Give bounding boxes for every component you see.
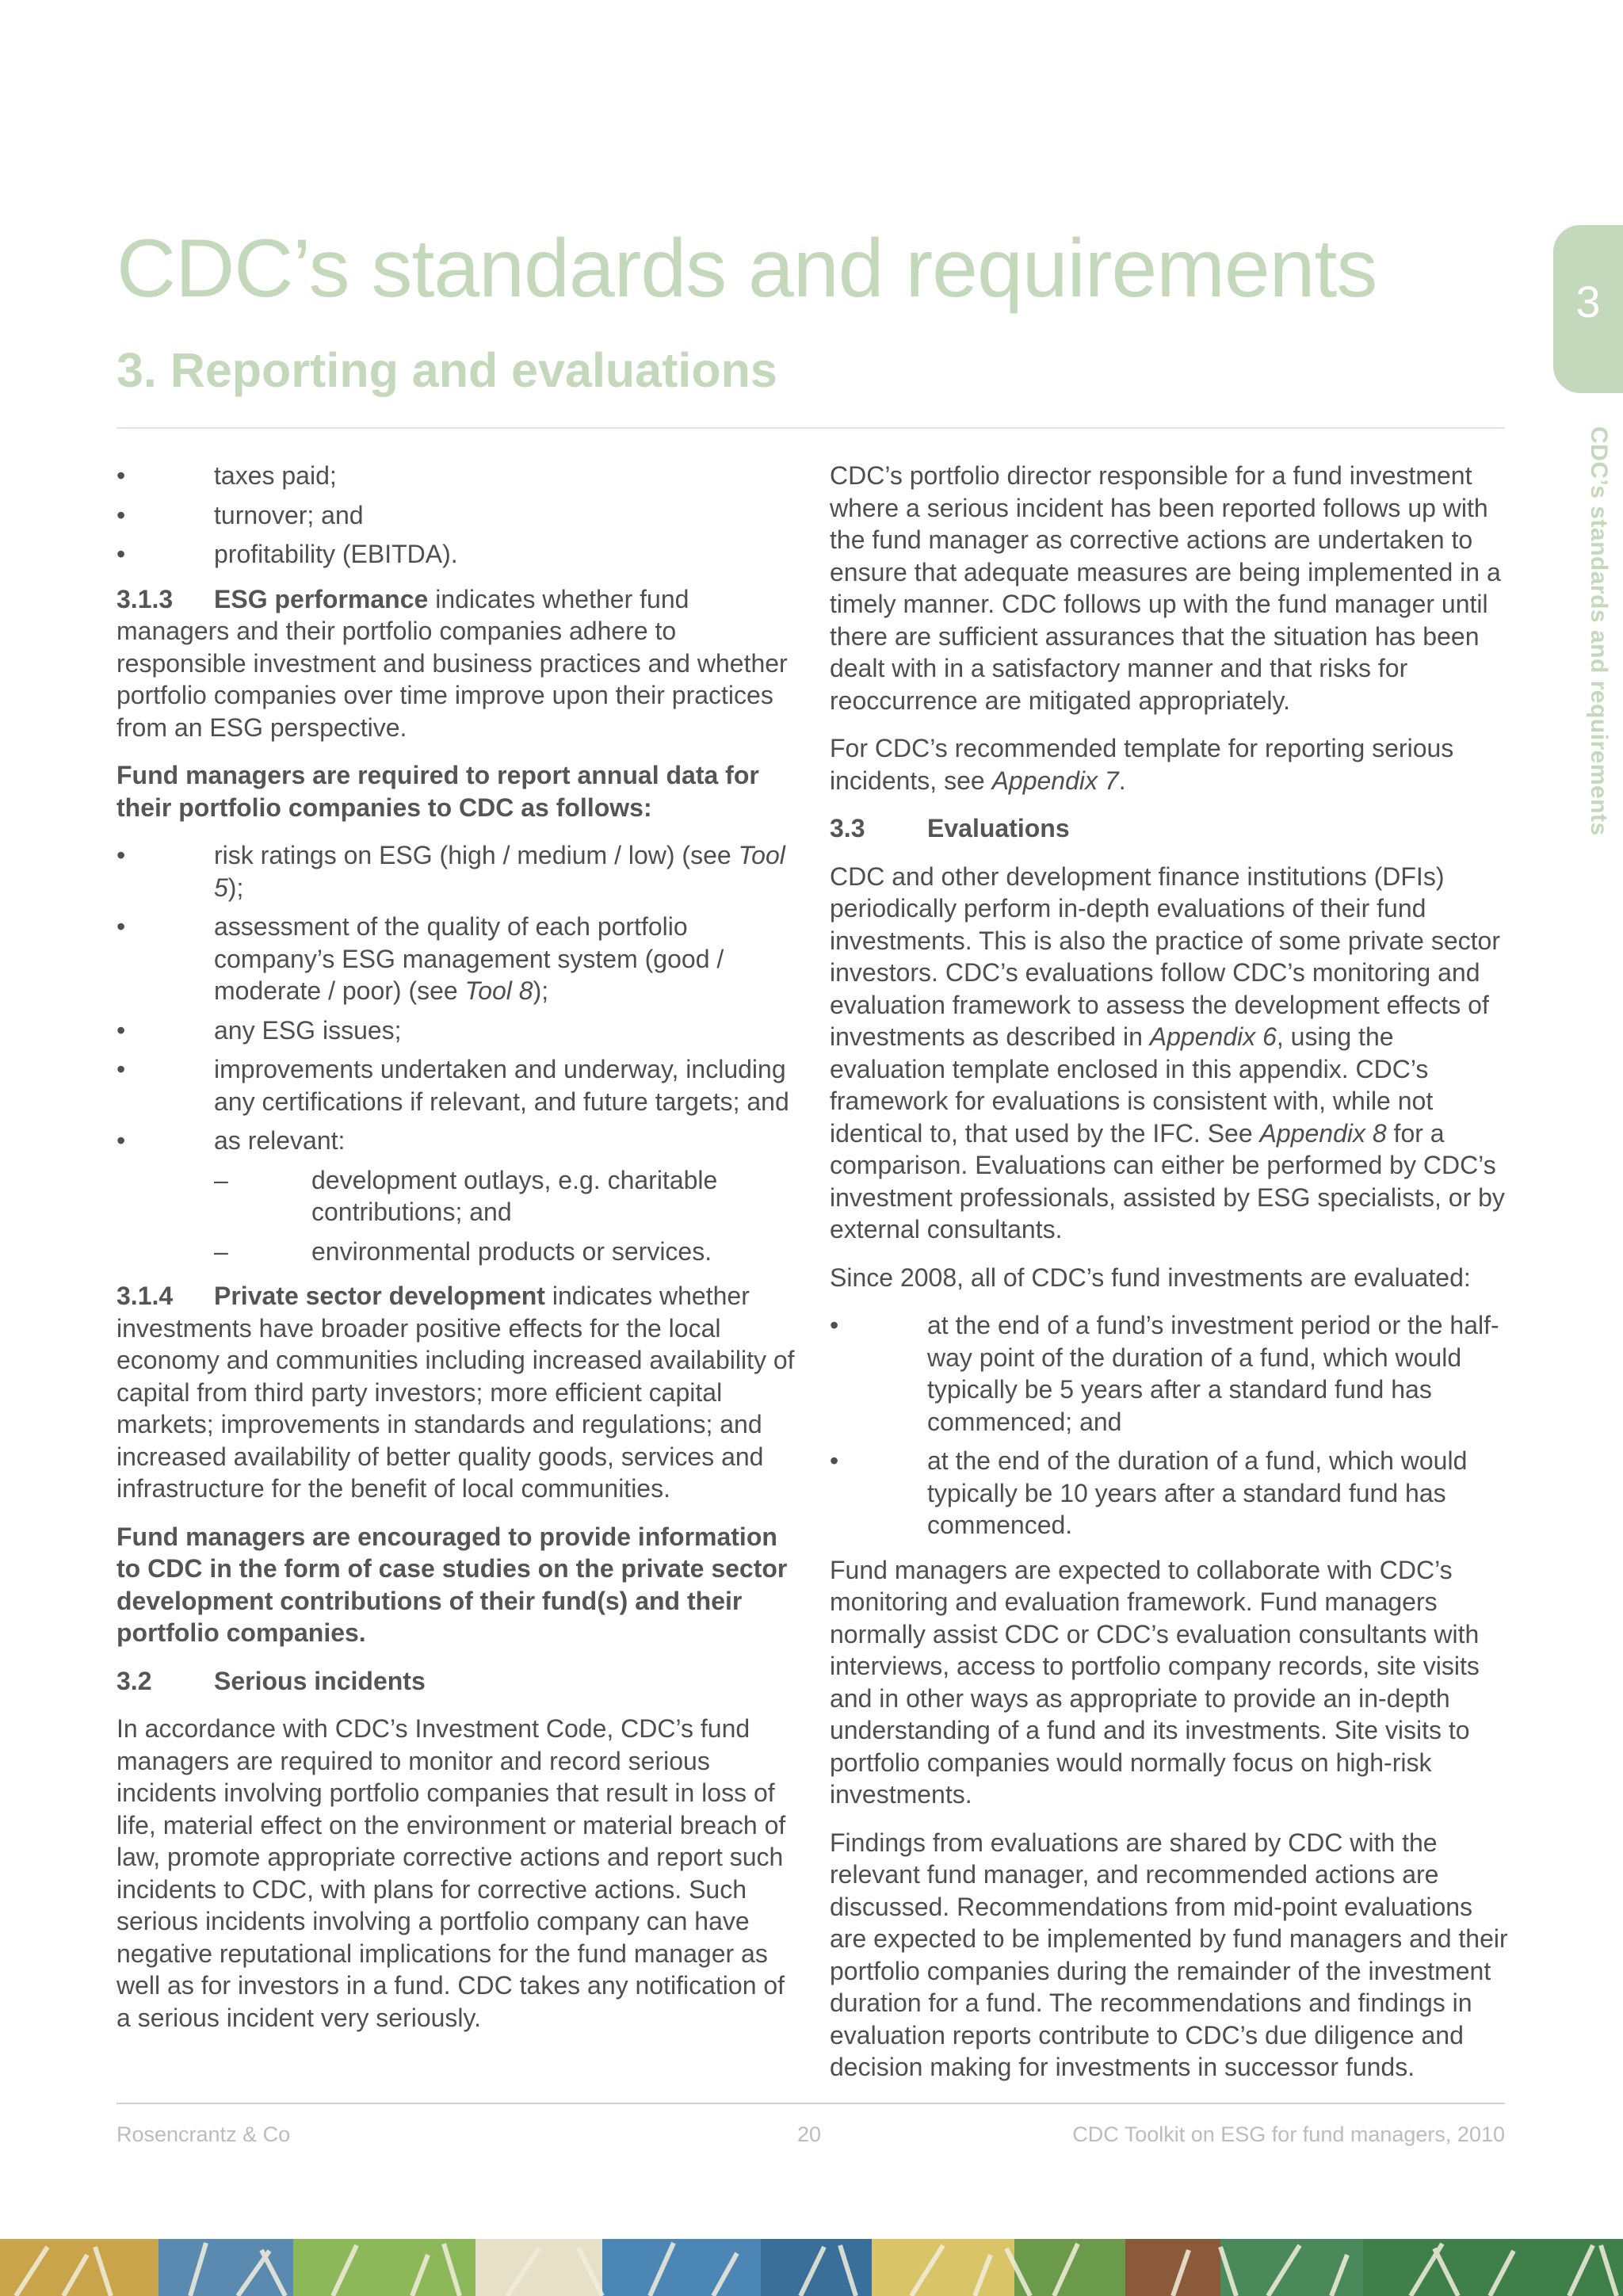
collaboration-paragraph: Fund managers are expected to collaborate with CDC’s monitoring and evaluation framework. Fund managers normally assist CDC or CDC’s evaluation consultants with interviews, access to portfolio company records, site visits and in other ways as appropriate to provide an in-depth understanding of a fund and its investments. Site visits to portfolio companies would normally focus on high-risk investments. xyxy=(830,1555,1480,1809)
tool-reference: Tool 5 xyxy=(214,841,785,902)
section-heading: Serious incidents xyxy=(214,1666,426,1695)
list-item: • profitability (EBITDA). xyxy=(116,538,798,571)
list-item: • assessment of the quality of each portfolio company’s ESG management system (good / moderate / poor) (see Tool 8); xyxy=(116,912,724,1005)
header-divider xyxy=(116,427,1505,429)
bullet-icon: • xyxy=(116,461,126,490)
list-item: – development outlays, e.g. charitable contributions; and xyxy=(214,1165,718,1226)
section-heading: ESG performance xyxy=(214,584,429,613)
appendix-reference: Appendix 7 xyxy=(991,766,1119,795)
bullet-icon: • xyxy=(830,1446,839,1475)
appendix-reference: Appendix 6 xyxy=(1149,1022,1277,1051)
bullet-icon: • xyxy=(116,912,126,941)
section-heading: Private sector development xyxy=(214,1282,545,1310)
chapter-number: 3 xyxy=(1575,277,1601,327)
follow-up-paragraph: CDC’s portfolio director responsible for a fund investment where a serious incident has been reported follows up with the fund manager as corrective actions are undertaken to ensure that adequate measures are being implemented in a timely manner. CDC follows up with the fund manager until there are sufficient assurances that the situation has been dealt with in a satisfactory manner and that risks for reoccurrence are mitigated appropriately. xyxy=(830,461,1501,715)
section-3-2-heading xyxy=(116,1665,798,1698)
dash-icon: – xyxy=(214,1236,228,1266)
required-data-list xyxy=(116,839,798,1267)
list-item: • risk ratings on ESG (high / medium / low) (see Tool 5); xyxy=(116,841,785,902)
footer-divider xyxy=(116,2103,1505,2104)
list-item: • taxes paid; xyxy=(116,460,798,492)
tool-reference: Tool 8 xyxy=(464,976,533,1005)
page-subtitle: 3. Reporting and evaluations xyxy=(116,343,777,397)
section-text: indicates whether investments have broader positive effects for the local economy and communities including increased availability of capital from third party investors; more efficient capital markets; improvements in standards and regulations; and increased availability of better quality goods, services and infrastructure for the benefit of local communities. xyxy=(116,1282,795,1503)
section-3-1-4 xyxy=(116,1280,798,1505)
bullet-icon: • xyxy=(116,500,126,529)
section-heading: Evaluations xyxy=(927,814,1070,842)
decorative-pattern-image xyxy=(0,2239,1623,2296)
section-number: 3.2 xyxy=(116,1666,152,1695)
decorative-pattern-band xyxy=(0,2239,1623,2296)
section-number: 3.1.3 xyxy=(116,584,174,613)
evaluation-timing-list xyxy=(830,1309,1513,1541)
section-3-3-heading xyxy=(830,812,1513,845)
list-item: • any ESG issues; xyxy=(116,1014,798,1047)
left-column xyxy=(116,460,798,2050)
page-title: CDC’s standards and requirements xyxy=(116,223,1377,315)
bullet-icon: • xyxy=(116,1015,126,1045)
appendix-reference: Appendix 8 xyxy=(1259,1118,1387,1148)
intro-bullet-list xyxy=(116,460,798,571)
dash-icon: – xyxy=(214,1165,228,1194)
bullet-icon: • xyxy=(116,1055,126,1083)
since-2008-paragraph: Since 2008, all of CDC’s fund investments are evaluated: xyxy=(830,1263,1471,1292)
chapter-side-label: CDC’s standards and requirements xyxy=(1586,426,1612,836)
list-item: – environmental products or services. xyxy=(214,1236,798,1268)
encouraged-paragraph: Fund managers are encouraged to provide information to CDC in the form of case studies on the private sector development contributions of their fund(s) and their portfolio companies. xyxy=(116,1522,788,1647)
chapter-tab[interactable] xyxy=(1553,225,1623,393)
right-column xyxy=(830,460,1513,2099)
bullet-icon: • xyxy=(830,1311,839,1339)
findings-paragraph: Findings from evaluations are shared by CDC with the relevant fund manager, and recommended actions are discussed. Recommendations from mid-point evaluations are expected to be implemented by fund managers and their portfolio companies during the remainder of the investment duration for a fund. The recommendations and findings in evaluation reports contribute to CDC’s due diligence and decision making for investments in successor funds. xyxy=(830,1828,1508,2081)
list-item: • as relevant: – development outlays, e.g. charitable contributions; and – environmental products or services. xyxy=(116,1125,798,1267)
required-data-intro: Fund managers are required to report annual data for their portfolio companies to CDC as follows: xyxy=(116,761,759,822)
section-number: 3.1.4 xyxy=(116,1282,174,1310)
list-item: • at the end of the duration of a fund, which would typically be 10 years after a standard fund has commenced. xyxy=(830,1446,1468,1539)
evaluations-paragraph: CDC and other development finance institutions (DFIs) periodically perform in-depth evaluations of their fund investments. This is also the practice of some private sector investors. CDC’s evaluations follow CDC’s monitoring and evaluation framework to assess the development effects of investments as described in Appendix 6, using the evaluation template enclosed in this appendix. CDC’s framework for evaluations is consistent with, while not identical to, that used by the IFC. See Appendix 8 for a comparison. Evaluations can either be performed by CDC’s investment professionals, assisted by ESG specialists, or by external consultants. xyxy=(830,861,1505,1244)
list-item: • turnover; and xyxy=(116,499,798,532)
bullet-icon: • xyxy=(116,1126,126,1155)
sub-list xyxy=(214,1164,798,1268)
section-number: 3.3 xyxy=(830,814,865,842)
page-number: 20 xyxy=(797,2122,822,2146)
footer-author: Rosencrantz & Co xyxy=(116,2122,291,2146)
list-item: • at the end of a fund’s investment period or the half-way point of the duration of a fund, which would typically be 5 years after a standard fund has commenced; and xyxy=(830,1311,1499,1436)
bullet-icon: • xyxy=(116,841,126,869)
section-text: indicates whether fund managers and their portfolio companies adhere to responsible investment and business practices and whether portfolio companies over time improve upon their practices from an ESG perspective. xyxy=(116,584,788,742)
serious-incidents-paragraph: In accordance with CDC’s Investment Code, CDC’s fund managers are required to monitor and record serious incidents involving portfolio companies that result in loss of life, material effect on the environment or material breach of law, promote appropriate corrective actions and report such incidents to CDC, with plans for corrective actions. Such serious incidents involving a portfolio company can have negative reputational implications for the fund manager as well as for investors in a fund. CDC takes any notification of a serious incident very seriously. xyxy=(116,1714,786,2032)
bullet-icon: • xyxy=(116,540,126,568)
section-3-1-3 xyxy=(116,583,798,744)
footer-publication: CDC Toolkit on ESG for fund managers, 2010 xyxy=(1072,2122,1505,2146)
template-paragraph: For CDC’s recommended template for reporting serious incidents, see Appendix 7. xyxy=(830,734,1454,795)
list-item: • improvements undertaken and underway, including any certifications if relevant, and future targets; and xyxy=(116,1055,789,1116)
